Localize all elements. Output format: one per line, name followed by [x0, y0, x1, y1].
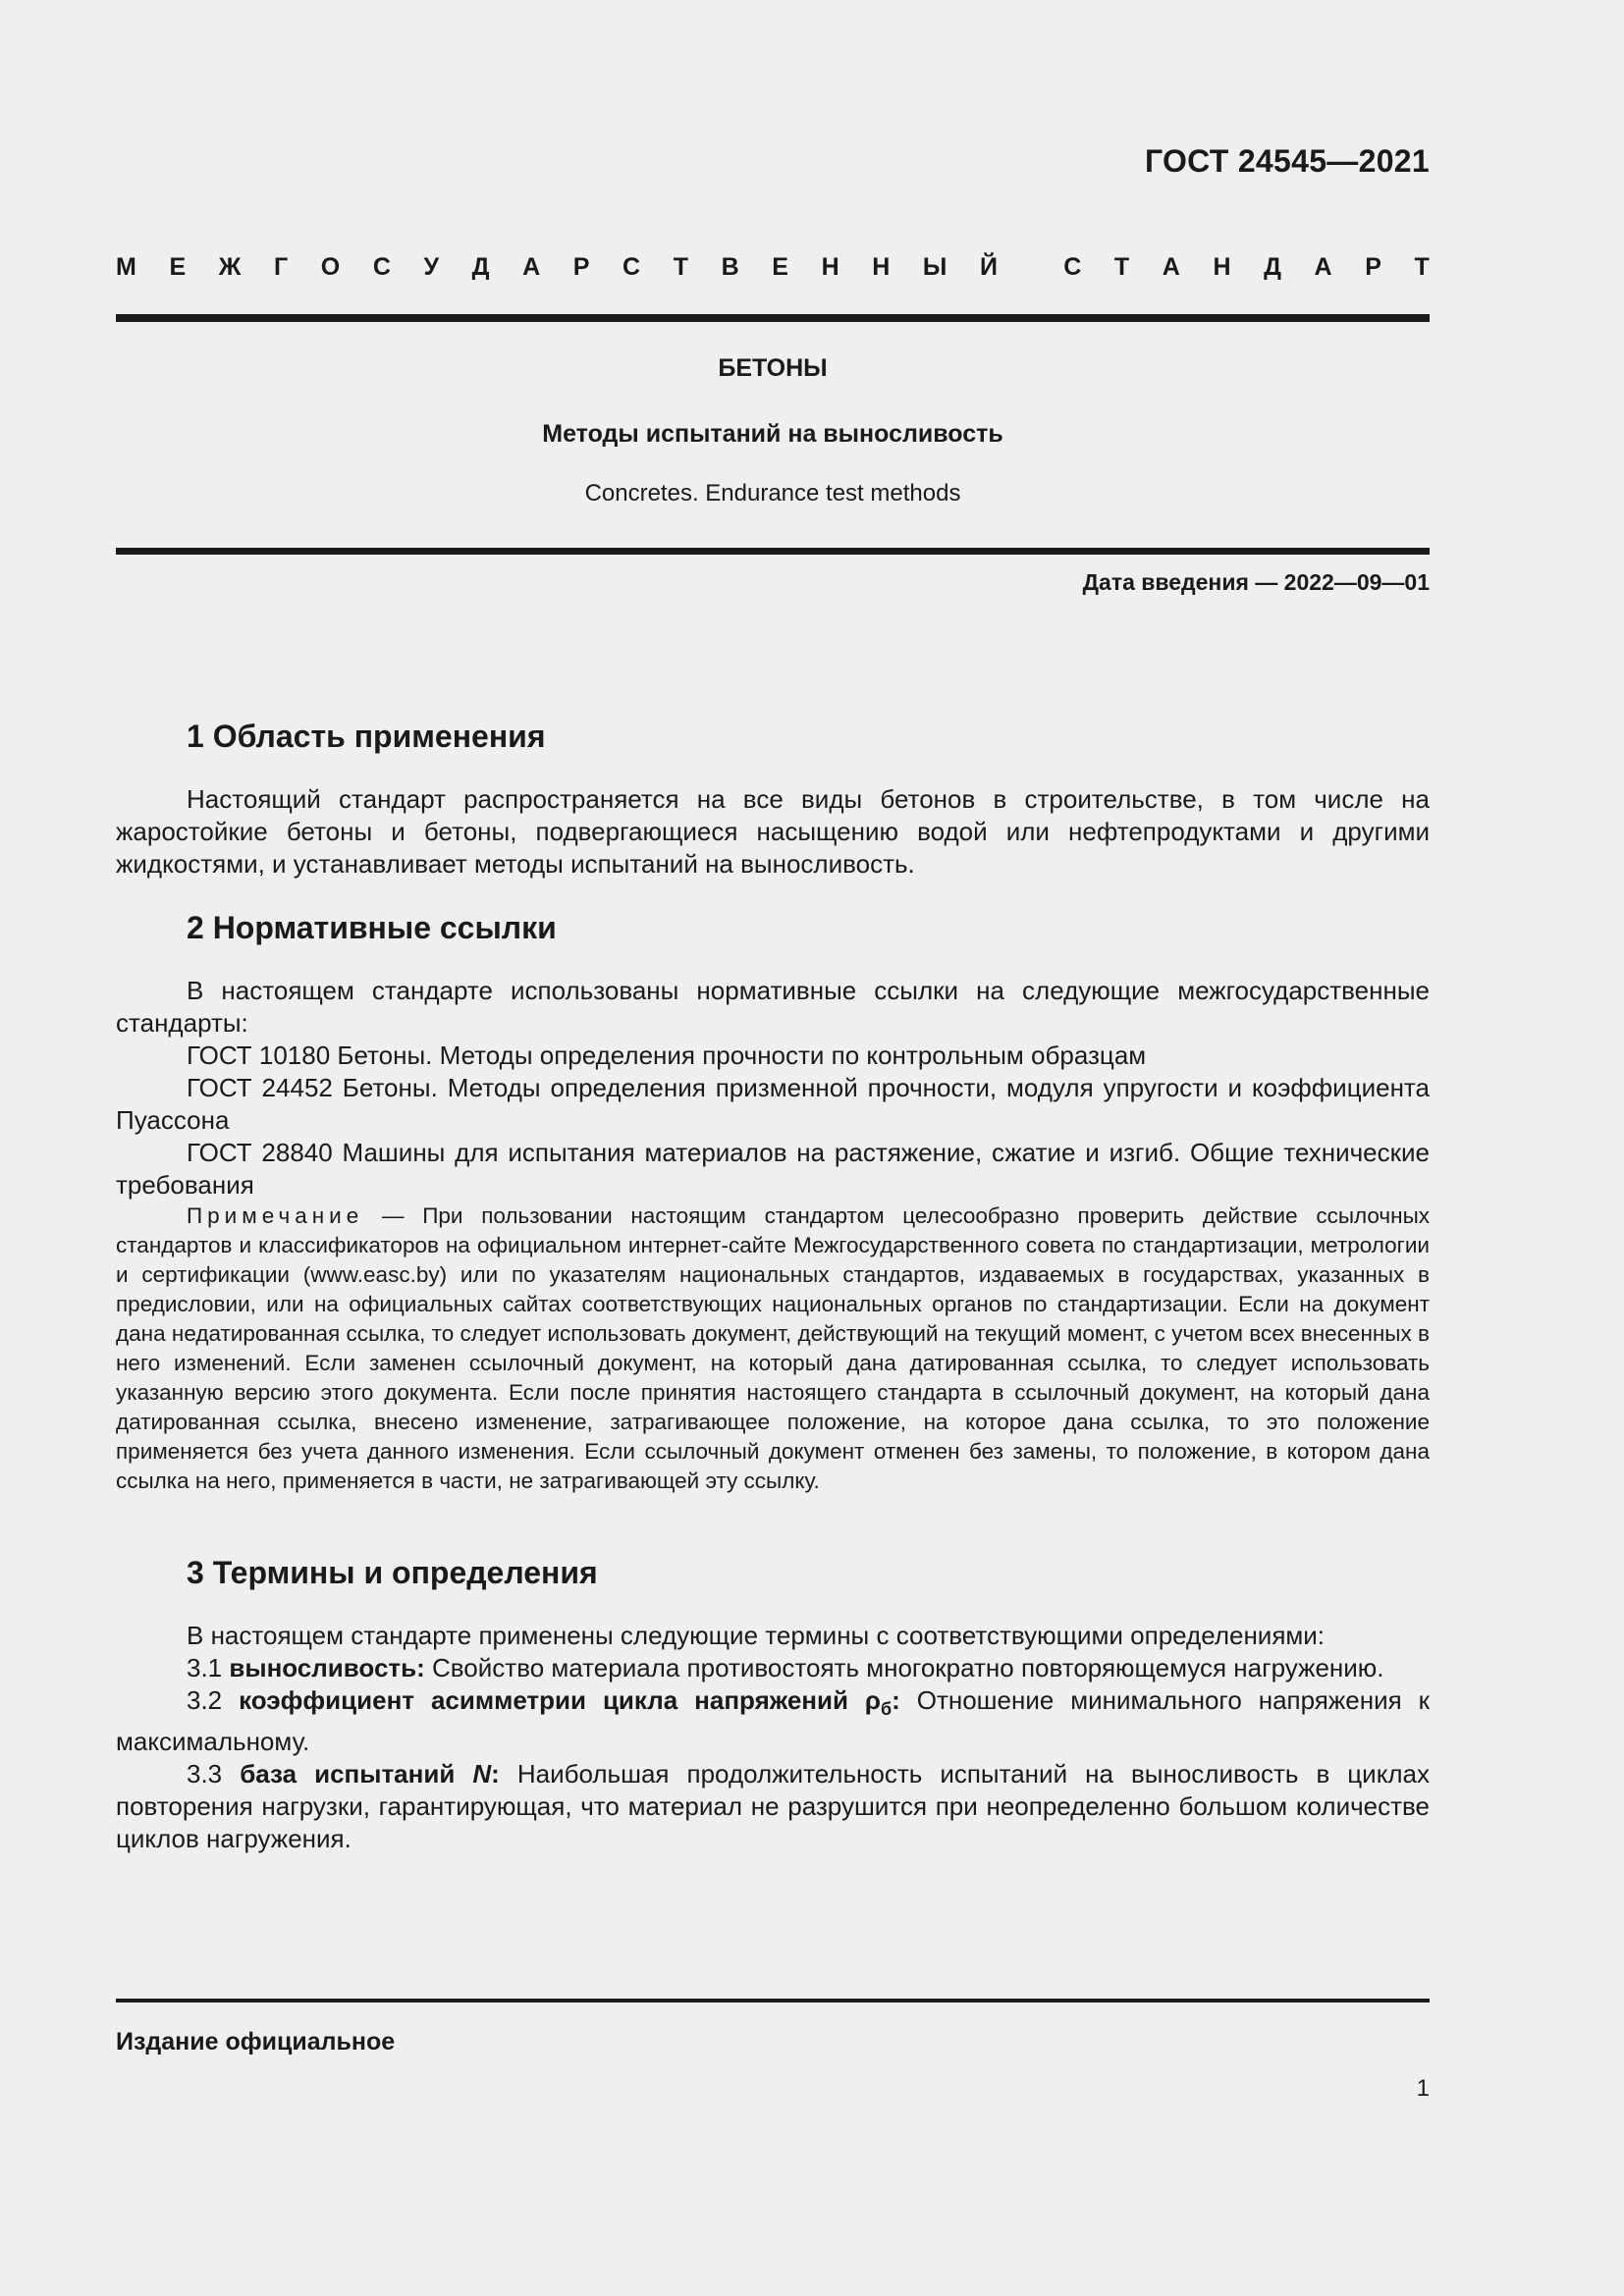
reference-item: ГОСТ 28840 Машины для испытания материалов на растяжение, сжатие и изгиб. Общие технические требования: [116, 1138, 1430, 1200]
banner-letter: Р: [1365, 253, 1381, 281]
term-3-2: 3.2 коэффициент асимметрии цикла напряжений $\rho_б$: Отношение минимального напряжения к максимальному.: [116, 1685, 1430, 1756]
banner-letter: С: [1063, 253, 1082, 281]
section-3-intro: В настоящем стандарте применены следующие термины с соответствующими определениями:: [187, 1621, 1326, 1650]
document-body: [116, 709, 1430, 1855]
banner-letter: Д: [1264, 253, 1281, 281]
banner-letter: С: [623, 253, 641, 281]
standard-number: ГОСТ 24545—2021: [1144, 143, 1430, 179]
footer-rule: [116, 1999, 1430, 2002]
banner-letter: Н: [1213, 253, 1231, 281]
introduction-date: Дата введения — 2022—09—01: [1082, 569, 1430, 595]
banner-letter: Д: [471, 253, 490, 281]
note-text: — При пользовании настоящим стандартом целесообразно проверить действие ссылочных стандартов и классификаторов на официальном интернет-сайте Межгосударственного совета по стандартизации, метрологии и сертификации (www.easc.by) или по указателям национальных стандартов, издаваемых в государствах, указанных в предисловии, или на официальных сайтах соответствующих национальных органов по стандартизации. Если на документ дана недатированная ссылка, то следует использовать документ, действующий на текущий момент, с учетом всех внесенных в него изменений. Если заменен ссылочный документ, на который дана датированная ссылка, то следует использовать указанную версию этого документа. Если после принятия настоящего стандарта в ссылочный документ, на который дана датированная ссылка, внесено изменение, затрагивающее положение, на которое дана ссылка, то это положение применяется без учета данного изменения. Если ссылочный документ отменен без замены, то положение, в котором дана ссылка на него, применяется в части, не затрагивающей эту ссылку.: [116, 1203, 1430, 1493]
banner-letter: Т: [673, 253, 688, 281]
reference-item: ГОСТ 10180 Бетоны. Методы определения прочности по контрольным образцам: [187, 1041, 1147, 1070]
edition-label: Издание официальное: [116, 2028, 396, 2056]
page-number: 1: [1416, 2075, 1430, 2102]
term-3-1: 3.1 выносливость: Свойство материала противостоять многократно повторяющемуся нагружению.: [187, 1653, 1384, 1682]
title-english: Concretes. Endurance test methods: [584, 480, 961, 507]
banner-letter: Н: [821, 253, 839, 281]
title-bottom-rule: [116, 548, 1430, 555]
banner-letter: А: [1162, 253, 1180, 281]
banner-letter: А: [522, 253, 541, 281]
title-main: БЕТОНЫ: [718, 354, 828, 382]
section-1-heading: 1 Область применения: [187, 719, 546, 754]
banner-letter: Н: [872, 253, 891, 281]
banner-letter: Й: [980, 253, 998, 281]
banner-letter: Ж: [218, 253, 242, 281]
top-rule: [116, 314, 1430, 322]
banner-letter: Е: [169, 253, 187, 281]
banner-letter: Т: [1414, 253, 1430, 281]
note: [116, 1201, 1430, 1496]
section-1-text: Настоящий стандарт распространяется на все виды бетонов в строительстве, в том числе на жаростойкие бетоны и бетоны, подвергающиеся насыщению водой или нефтепродуктами и другими жидкостями, и устанавливает методы испытаний на выносливость.: [116, 784, 1430, 879]
banner-letter: У: [423, 253, 440, 281]
banner-letter: Т: [1113, 253, 1130, 281]
banner-letter: Е: [772, 253, 788, 281]
section-3-heading: 3 Термины и определения: [187, 1555, 598, 1590]
banner-letter: М: [116, 253, 136, 281]
banner-letter: В: [721, 253, 739, 281]
reference-item: ГОСТ 24452 Бетоны. Методы определения призменной прочности, модуля упругости и коэффициента Пуассона: [116, 1073, 1430, 1135]
section-2-intro: В настоящем стандарте использованы нормативные ссылки на следующие межгосударственные стандарты:: [116, 976, 1430, 1038]
banner-letter: Г: [273, 253, 289, 281]
banner-letter: Ы: [922, 253, 947, 281]
banner-letter: Р: [572, 253, 590, 281]
banner-letter: А: [1314, 253, 1332, 281]
banner-letter: О: [320, 253, 341, 281]
interstate-standard-banner: [116, 253, 1430, 282]
note-label: Примечание: [187, 1203, 364, 1228]
title-sub: Методы испытаний на выносливость: [542, 420, 1003, 448]
banner-letter: С: [372, 253, 391, 281]
section-2-heading: 2 Нормативные ссылки: [187, 910, 557, 945]
term-3-3: 3.3 база испытаний N: Наибольшая продолжительность испытаний на выносливость в циклах повторения нагрузки, гарантирующая, что материал не разрушится при неопределенно большом количестве циклов нагружения.: [116, 1759, 1430, 1853]
